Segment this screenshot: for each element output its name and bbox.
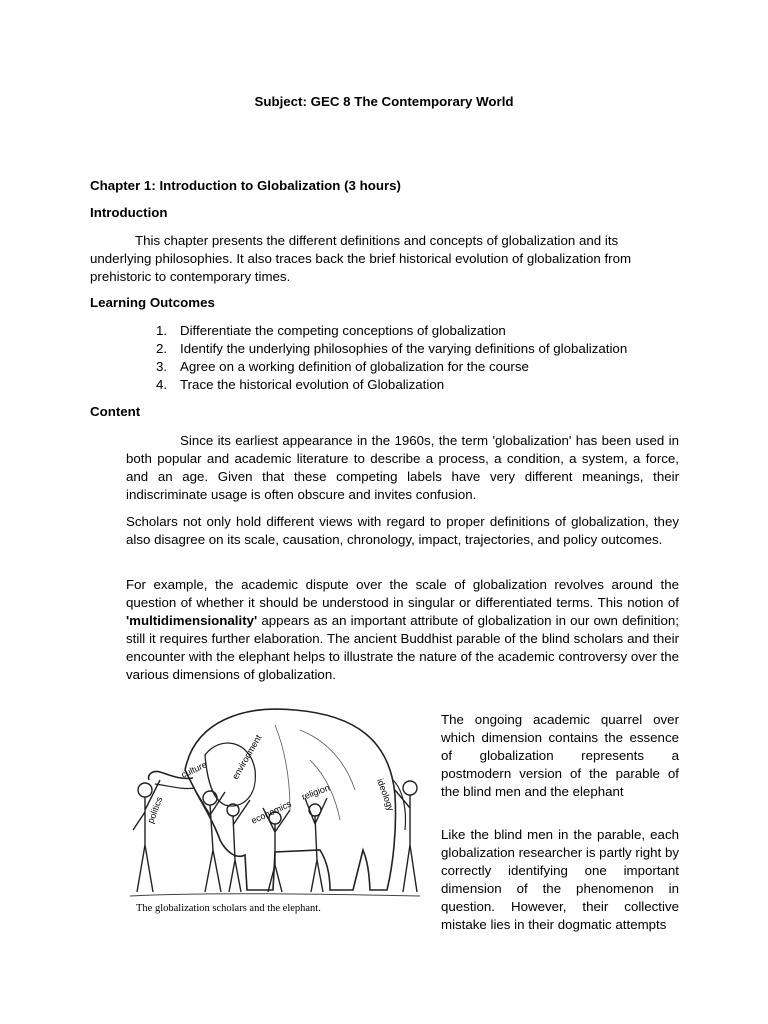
figure-label-environment: environment [230,733,264,781]
elephant-illustration [125,700,425,920]
content-paragraph-1: Since its earliest appearance in the 1960s, the term 'globalization' has been used in both popular and academic literature to describe a process, a condition, a system, a force, and an age. Given that these competing labels have very different meanings, their indiscriminate usage is often obscure and invites confusion. [126,433,679,502]
introduction-heading: Introduction [90,205,168,220]
introduction-paragraph: This chapter presents the different definitions and concepts of globalization and its underlying philosophies. It also traces back the brief historical evolution of globalization from prehistoric to contemporary times. [90,233,632,284]
side-paragraph-1: The ongoing academic quarrel over which dimension contains the essence of globalization represents a postmodern version of the parable of the blind men and the elephant [441,712,679,799]
list-item: 1. Differentiate the competing conceptions of globalization [156,323,506,338]
list-item: 2. Identify the underlying philosophies of the varying definitions of globalization [156,341,628,356]
figure-label-economics: economics [249,798,293,826]
subject-title: Subject: GEC 8 The Contemporary World [254,94,514,109]
learning-outcomes-list [156,322,627,394]
content-paragraph-2: Scholars not only hold different views with regard to proper definitions of globalization, they also disagree on its scale, causation, chronology, impact, trajectories, and policy outcomes. [126,514,679,547]
figure-label-religion: religion [300,782,331,802]
content-heading: Content [90,404,141,419]
figure-label-culture: culture [179,759,209,780]
side-paragraph-2: Like the blind men in the parable, each globalization researcher is partly right by correctly identifying one important dimension of the phenomenon in question. However, their collective mistake lies in their dogmatic attempts [441,827,679,932]
figure-caption: The globalization scholars and the elephant. [136,903,321,914]
multidimensionality-term: 'multidimensionality' [126,613,258,628]
chapter-title: Chapter 1: Introduction to Globalization (3 hours) [90,178,401,193]
figure-label-ideology: ideology [375,777,396,813]
content-paragraph-3: For example, the academic dispute over the scale of globalization revolves around the question of whether it should be understood in singular or differentiated terms. This notion of 'multidimensionality' appears as an important attribute of globalization in our own definition; still it requires further elaboration. The ancient Buddhist parable of the blind scholars and their encounter with the elephant helps to illustrate the nature of the academic controversy over the various dimensions of globalization. [126,577,679,682]
list-item: 4. Trace the historical evolution of Globalization [156,377,445,392]
list-item: 3. Agree on a working definition of globalization for the course [156,359,529,374]
figure-label-politics: politics [145,795,165,825]
learning-outcomes-heading: Learning Outcomes [90,295,215,310]
